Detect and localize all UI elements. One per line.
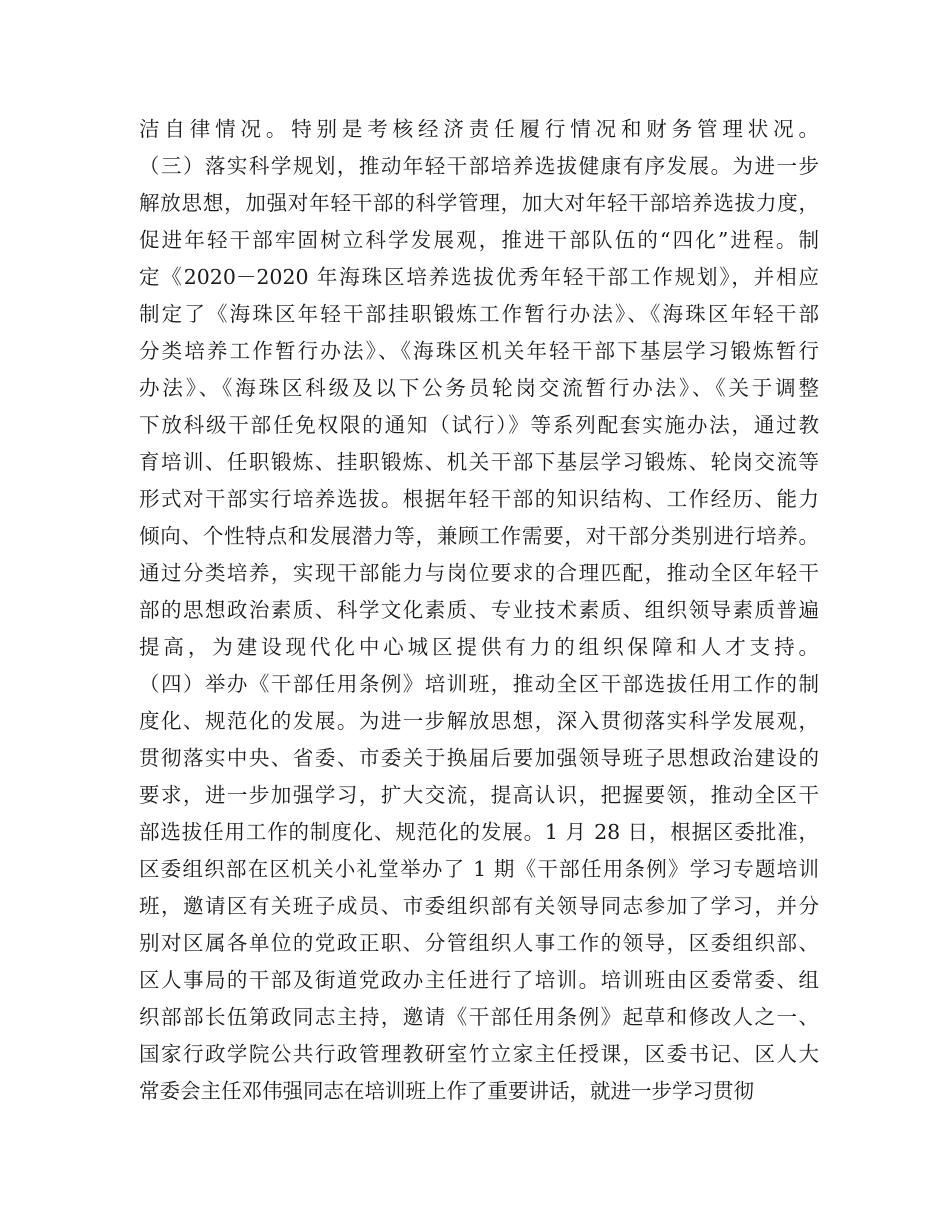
text-line: 解放思想，加强对年轻干部的科学管理，加大对年轻干部培养选拔力度， — [139, 191, 819, 215]
text-line: 形式对干部实行培养选拔。根据年轻干部的知识结构、工作经历、能力 — [139, 487, 819, 511]
text-line: 要求，进一步加强学习，扩大交流，提高认识，把握要领，推动全区干 — [139, 783, 819, 807]
text-line: 区委组织部在区机关小礼堂举办了 1 期《干部任用条例》学习专题培训 — [139, 857, 819, 881]
text-line: 下放科级干部任免权限的通知（试行）》等系列配套实施办法，通过教 — [139, 413, 819, 437]
text-line: 洁自律情况。特别是考核经济责任履行情况和财务管理状况。 — [139, 117, 819, 141]
text-line: 班，邀请区有关班子成员、市委组织部有关领导同志参加了学习，并分 — [139, 894, 819, 918]
text-line: 部选拔任用工作的制度化、规范化的发展。1 月 28 日，根据区委批准， — [139, 820, 819, 844]
text-line: 区人事局的干部及街道党政办主任进行了培训。培训班由区委常委、组 — [139, 968, 819, 992]
text-line: 常委会主任邓伟强同志在培训班上作了重要讲话，就进一步学习贯彻 — [139, 1079, 754, 1103]
text-line: 办法》、《海珠区科级及以下公务员轮岗交流暂行办法》、《关于调整 — [139, 376, 819, 400]
text-line: 促进年轻干部牢固树立科学发展观，推进干部队伍的“四化”进程。制 — [139, 228, 819, 252]
text-line: 别对区属各单位的党政正职、分管组织人事工作的领导，区委组织部、 — [139, 931, 819, 955]
text-line: 织部部长伍第政同志主持，邀请《干部任用条例》起草和修改人之一、 — [139, 1005, 819, 1029]
text-line: 度化、规范化的发展。为进一步解放思想，深入贯彻落实科学发展观， — [139, 709, 819, 733]
text-line: （四）举办《干部任用条例》培训班，推动全区干部选拔任用工作的制 — [139, 672, 819, 696]
text-line: 定《2020－2020 年海珠区培养选拔优秀年轻干部工作规划》，并相应 — [139, 265, 819, 289]
text-line: 国家行政学院公共行政管理教研室竹立家主任授课，区委书记、区人大 — [139, 1042, 819, 1066]
text-line: 育培训、任职锻炼、挂职锻炼、机关干部下基层学习锻炼、轮岗交流等 — [139, 450, 819, 474]
text-line: 倾向、个性特点和发展潜力等，兼顾工作需要，对干部分类别进行培养。 — [139, 524, 819, 548]
text-line: 贯彻落实中央、省委、市委关于换届后要加强领导班子思想政治建设的 — [139, 746, 819, 770]
text-line: （三）落实科学规划，推动年轻干部培养选拔健康有序发展。为进一步 — [139, 154, 819, 178]
text-line: 提高，为建设现代化中心城区提供有力的组织保障和人才支持。 — [139, 635, 819, 659]
text-line: 分类培养工作暂行办法》、《海珠区机关年轻干部下基层学习锻炼暂行 — [139, 339, 819, 363]
text-line: 制定了《海珠区年轻干部挂职锻炼工作暂行办法》、《海珠区年轻干部 — [139, 302, 819, 326]
text-line: 部的思想政治素质、科学文化素质、专业技术素质、组织领导素质普遍 — [139, 598, 819, 622]
text-line: 通过分类培养，实现干部能力与岗位要求的合理匹配，推动全区年轻干 — [139, 561, 819, 585]
body-text — [139, 111, 819, 1110]
